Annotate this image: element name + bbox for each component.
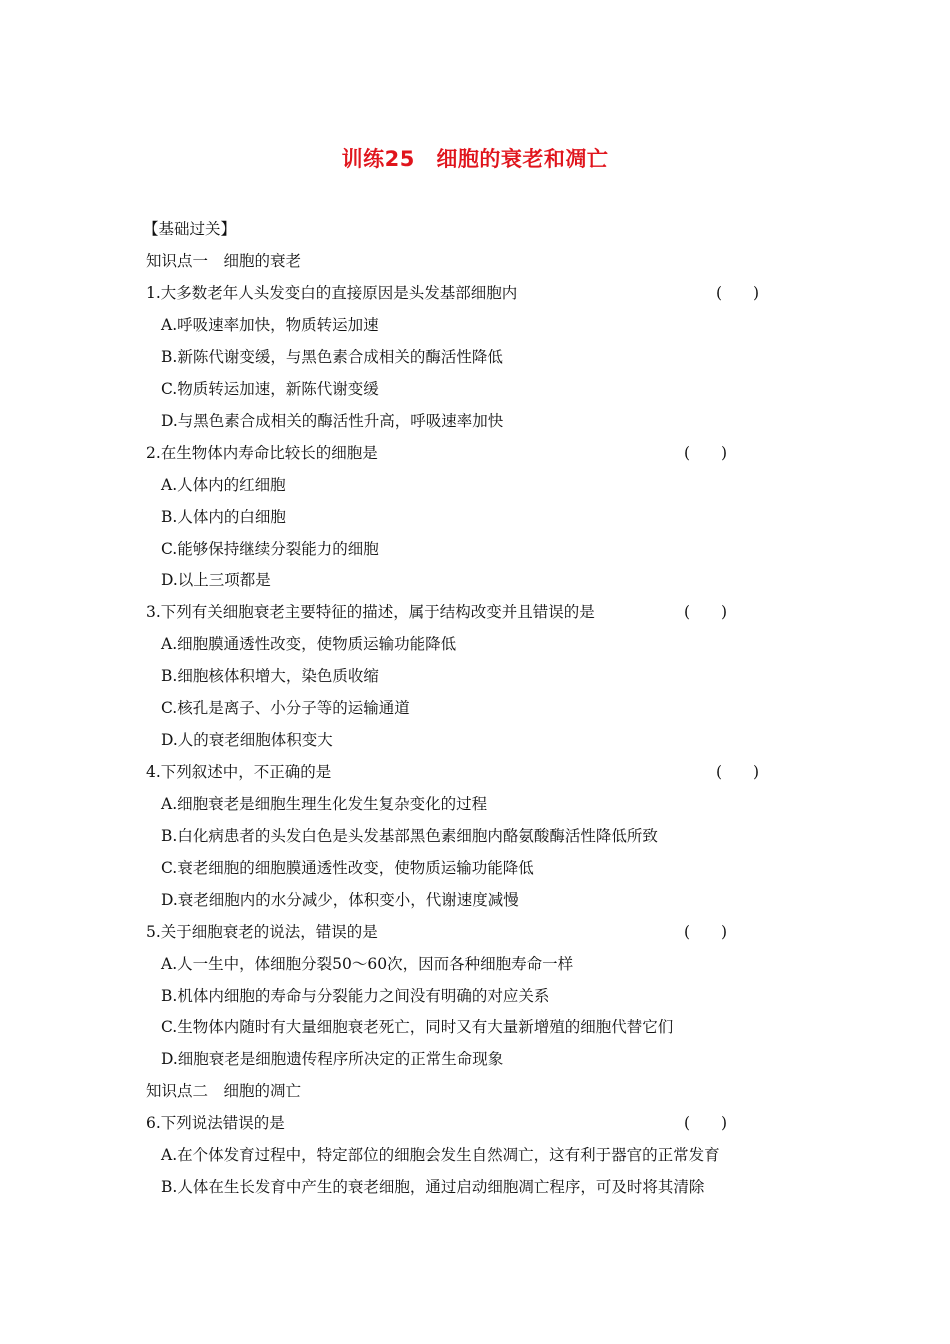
- question-4-option-a: A.细胞衰老是细胞生理生化发生复杂变化的过程: [161, 795, 488, 813]
- question-6-option-b: B.人体在生长发育中产生的衰老细胞，通过启动细胞凋亡程序，可及时将其清除: [161, 1178, 705, 1196]
- question-1-option-a: A.呼吸速率加快，物质转运加速: [161, 316, 379, 334]
- question-2-option-b: B.人体内的白细胞: [161, 508, 286, 526]
- question-1-option-c: C.物质转运加速，新陈代谢变缓: [161, 380, 379, 398]
- question-5-option-b: B.机体内细胞的寿命与分裂能力之间没有明确的对应关系: [161, 987, 550, 1005]
- question-3-option-a: A.细胞膜通透性改变，使物质运输功能降低: [161, 635, 457, 653]
- question-5-option-d: D.细胞衰老是细胞遗传程序所决定的正常生命现象: [161, 1050, 504, 1068]
- question-3-option-d: D.人的衰老细胞体积变大: [161, 731, 333, 749]
- question-4-option-c: C.衰老细胞的细胞膜通透性改变，使物质运输功能降低: [161, 859, 534, 877]
- question-3-option-b: B.细胞核体积增大，染色质收缩: [161, 667, 379, 685]
- question-2-stem: 2.在生物体内寿命比较长的细胞是: [146, 444, 378, 462]
- question-4-stem: 4.下列叙述中，不正确的是: [146, 763, 332, 781]
- question-1-option-b: B.新陈代谢变缓，与黑色素合成相关的酶活性降低: [161, 348, 503, 366]
- question-1-option-d: D.与黑色素合成相关的酶活性升高，呼吸速率加快: [161, 412, 504, 430]
- question-2-answer-paren: ( ): [684, 444, 728, 462]
- question-4-option-d: D.衰老细胞内的水分减少，体积变小，代谢速度减慢: [161, 891, 519, 909]
- question-5-option-a: A.人一生中，体细胞分裂50～60次，因而各种细胞寿命一样: [161, 955, 574, 973]
- question-3-option-c: C.核孔是离子、小分子等的运输通道: [161, 699, 410, 717]
- question-6-answer-paren: ( ): [684, 1114, 728, 1132]
- section-label: 【基础过关】: [143, 220, 237, 238]
- question-5-option-c: C.生物体内随时有大量细胞衰老死亡，同时又有大量新增殖的细胞代替它们: [161, 1018, 674, 1036]
- question-1-answer-paren: ( ): [716, 284, 760, 302]
- question-2-option-c: C.能够保持继续分裂能力的细胞: [161, 540, 379, 558]
- knowledge-point-1: 知识点一 细胞的衰老: [146, 252, 302, 270]
- knowledge-point-2: 知识点二 细胞的凋亡: [146, 1082, 302, 1100]
- question-5-stem: 5.关于细胞衰老的说法，错误的是: [146, 923, 378, 941]
- question-6-option-a: A.在个体发育过程中，特定部位的细胞会发生自然凋亡，这有利于器官的正常发育: [161, 1146, 720, 1164]
- question-5-answer-paren: ( ): [684, 923, 728, 941]
- question-4-answer-paren: ( ): [716, 763, 760, 781]
- question-2-option-a: A.人体内的红细胞: [161, 476, 286, 494]
- question-6-stem: 6.下列说法错误的是: [146, 1114, 285, 1132]
- question-3-answer-paren: ( ): [684, 603, 728, 621]
- question-2-option-d: D.以上三项都是: [161, 571, 271, 589]
- question-3-stem: 3.下列有关细胞衰老主要特征的描述，属于结构改变并且错误的是: [146, 603, 595, 621]
- page-title: 训练25 细胞的衰老和凋亡: [341, 147, 609, 171]
- question-1-stem: 1.大多数老年人头发变白的直接原因是头发基部细胞内: [146, 284, 518, 302]
- question-4-option-b: B.白化病患者的头发白色是头发基部黑色素细胞内酪氨酸酶活性降低所致: [161, 827, 658, 845]
